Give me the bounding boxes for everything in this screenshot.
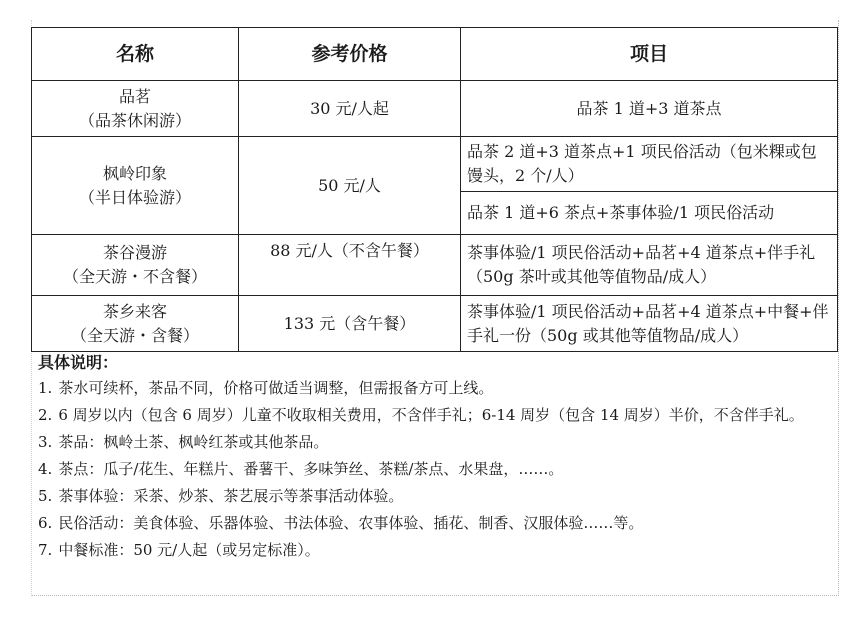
note-item: 5. 茶事体验：采茶、炒茶、茶艺展示等茶事活动体验。: [38, 487, 404, 505]
package-name: 茶乡来客: [102, 301, 167, 321]
package-price: 133 元（含午餐）: [239, 296, 461, 352]
note-item: 6. 民俗活动：美食体验、乐器体验、书法体验、农事体验、插花、制香、汉服体验……等。: [38, 514, 644, 532]
note-item: 4. 茶点：瓜子/花生、年糕片、番薯干、多味笋丝、茶糕/茶点、水果盘，……。: [38, 460, 564, 478]
notes-section: [38, 351, 828, 564]
note-item: 7. 中餐标准：50 元/人起（或另定标准）。: [38, 541, 320, 559]
note-item: 2. 6 周岁以内（包含 6 周岁）儿童不收取相关费用，不含伴手礼；6-14 周岁（包含 14 周岁）半价，不含伴手礼。: [38, 406, 804, 424]
package-price: 30 元/人起: [239, 81, 461, 137]
package-subtitle: （全天游・含餐）: [70, 325, 199, 345]
note-item: 1. 茶水可续杯，茶品不同，价格可做适当调整，但需报备方可上线。: [38, 379, 494, 397]
package-subtitle: （全天游・不含餐）: [62, 267, 207, 286]
table-row: [32, 137, 838, 192]
package-items: 品茶 2 道+3 道茶点+1 项民俗活动（包米粿或包馒头，2 个/人）: [461, 137, 838, 192]
header-price: 参考价格: [239, 28, 461, 81]
package-items: 茶事体验/1 项民俗活动+品茗+4 道茶点+伴手礼（50g 茶叶或其他等值物品/成人）: [461, 235, 838, 296]
package-items: 茶事体验/1 项民俗活动+品茗+4 道茶点+中餐+伴手礼一份（50g 或其他等值物品/成人）: [461, 296, 838, 352]
package-name: 品茗: [118, 86, 151, 106]
note-item: 3. 茶品：枫岭土茶、枫岭红茶或其他茶品。: [38, 433, 329, 451]
package-name-cell: [32, 296, 239, 352]
package-name: 茶谷漫游: [102, 243, 167, 262]
package-subtitle: （品茶休闲游）: [78, 110, 191, 130]
package-items: 品茶 1 道+3 道茶点: [461, 81, 838, 137]
package-name-cell: [32, 235, 239, 296]
package-subtitle: （半日体验游）: [78, 187, 191, 207]
table-row: [32, 81, 838, 137]
table-row: [32, 296, 838, 352]
notes-heading: 具体说明：: [38, 353, 119, 372]
table-row: [32, 235, 838, 296]
price-table: [31, 27, 838, 352]
package-name-cell: [32, 137, 239, 235]
package-items: 品茶 1 道+6 茶点+茶事体验/1 项民俗活动: [461, 192, 838, 235]
table-header-row: [32, 28, 838, 81]
package-name: 枫岭印象: [102, 163, 167, 183]
header-name: 名称: [32, 28, 239, 81]
header-items: 项目: [461, 28, 838, 81]
package-price: 50 元/人: [239, 137, 461, 235]
package-name-cell: [32, 81, 239, 137]
package-price: 88 元/人（不含午餐）: [239, 235, 461, 296]
